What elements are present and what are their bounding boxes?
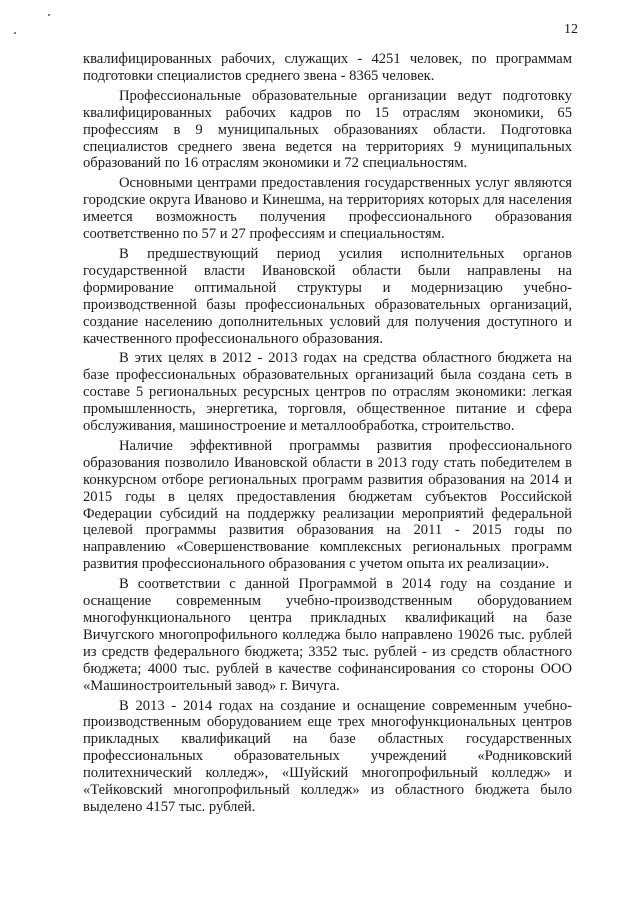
paragraph: Основными центрами предоставления государственных услуг являются городские округа Иваново и Кинешма, на территориях которых для населения имеется возможность получения профессионального образования соответственно по 57 и 27 профессиям и специальностям. — [83, 175, 572, 243]
paragraph: В предшествующий период усилия исполнительных органов государственной власти Ивановской области были направлены на формирование оптимальной структуры и модернизацию учебно-производственной базы профессиональных образовательных организаций, создание населению дополнительных условий для получения доступного и качественного профессионального образования. — [83, 245, 572, 347]
paragraph: В 2013 - 2014 годах на создание и оснащение современным учебно-производственным оборудованием еще трех многофункциональных центров прикладных квалификаций на базе областных государственных профессиональных образовательных учреждений «Родниковский политехнический колледж», «Шуйский многопрофильный колледж» и «Тейковский многопрофильный колледж» из областного бюджета было выделено 4157 тыс. рублей. — [83, 697, 572, 815]
paragraph: В этих целях в 2012 - 2013 годах на средства областного бюджета на базе профессиональных образовательных организаций была создана сеть в составе 5 региональных ресурсных центров по отраслям экономики: легкая промышленность, энергетика, торговля, общественное питание и сфера обслуживания, машиностроение и металлообработка, строительство. — [83, 350, 572, 435]
paragraph: Профессиональные образовательные организации ведут подготовку квалифицированных рабочих кадров по 15 отраслям экономики, 65 профессиям в 9 муниципальных образованиях области. Подготовка специалистов среднего звена ведется на территориях 9 муниципальных образований по 16 отраслям экономики и 72 специальностям. — [83, 87, 572, 172]
paragraph: квалифицированных рабочих, служащих - 4251 человек, по программам подготовки специалистов среднего звена - 8365 человек. — [83, 51, 572, 84]
scan-speck — [14, 32, 16, 34]
page-number: 12 — [564, 22, 578, 37]
scan-speck — [48, 14, 50, 16]
document-body — [83, 51, 572, 819]
paragraph: В соответствии с данной Программой в 2014 году на создание и оснащение современным учебно-производственным оборудованием многофункционального центра прикладных квалификаций на базе Вичугского многопрофильного колледжа было направлено 19026 тыс. рублей из средств федерального бюджета; 3352 тыс. рублей - из средств областного бюджета; 4000 тыс. рублей в качестве софинансирования со стороны ООО «Машиностроительный завод» г. Вичуга. — [83, 576, 572, 694]
paragraph: Наличие эффективной программы развития профессионального образования позволило Ивановской области в 2013 году стать победителем в конкурсном отборе региональных программ развития образования на 2014 и 2015 годы в целях предоставления бюджетам субъектов Российской Федерации субсидий на поддержку реализации мероприятий федеральной целевой программы развития образования на 2011 - 2015 годы по направлению «Совершенствование комплексных региональных программ развития профессионального образования с учетом опыта их реализации». — [83, 437, 572, 573]
